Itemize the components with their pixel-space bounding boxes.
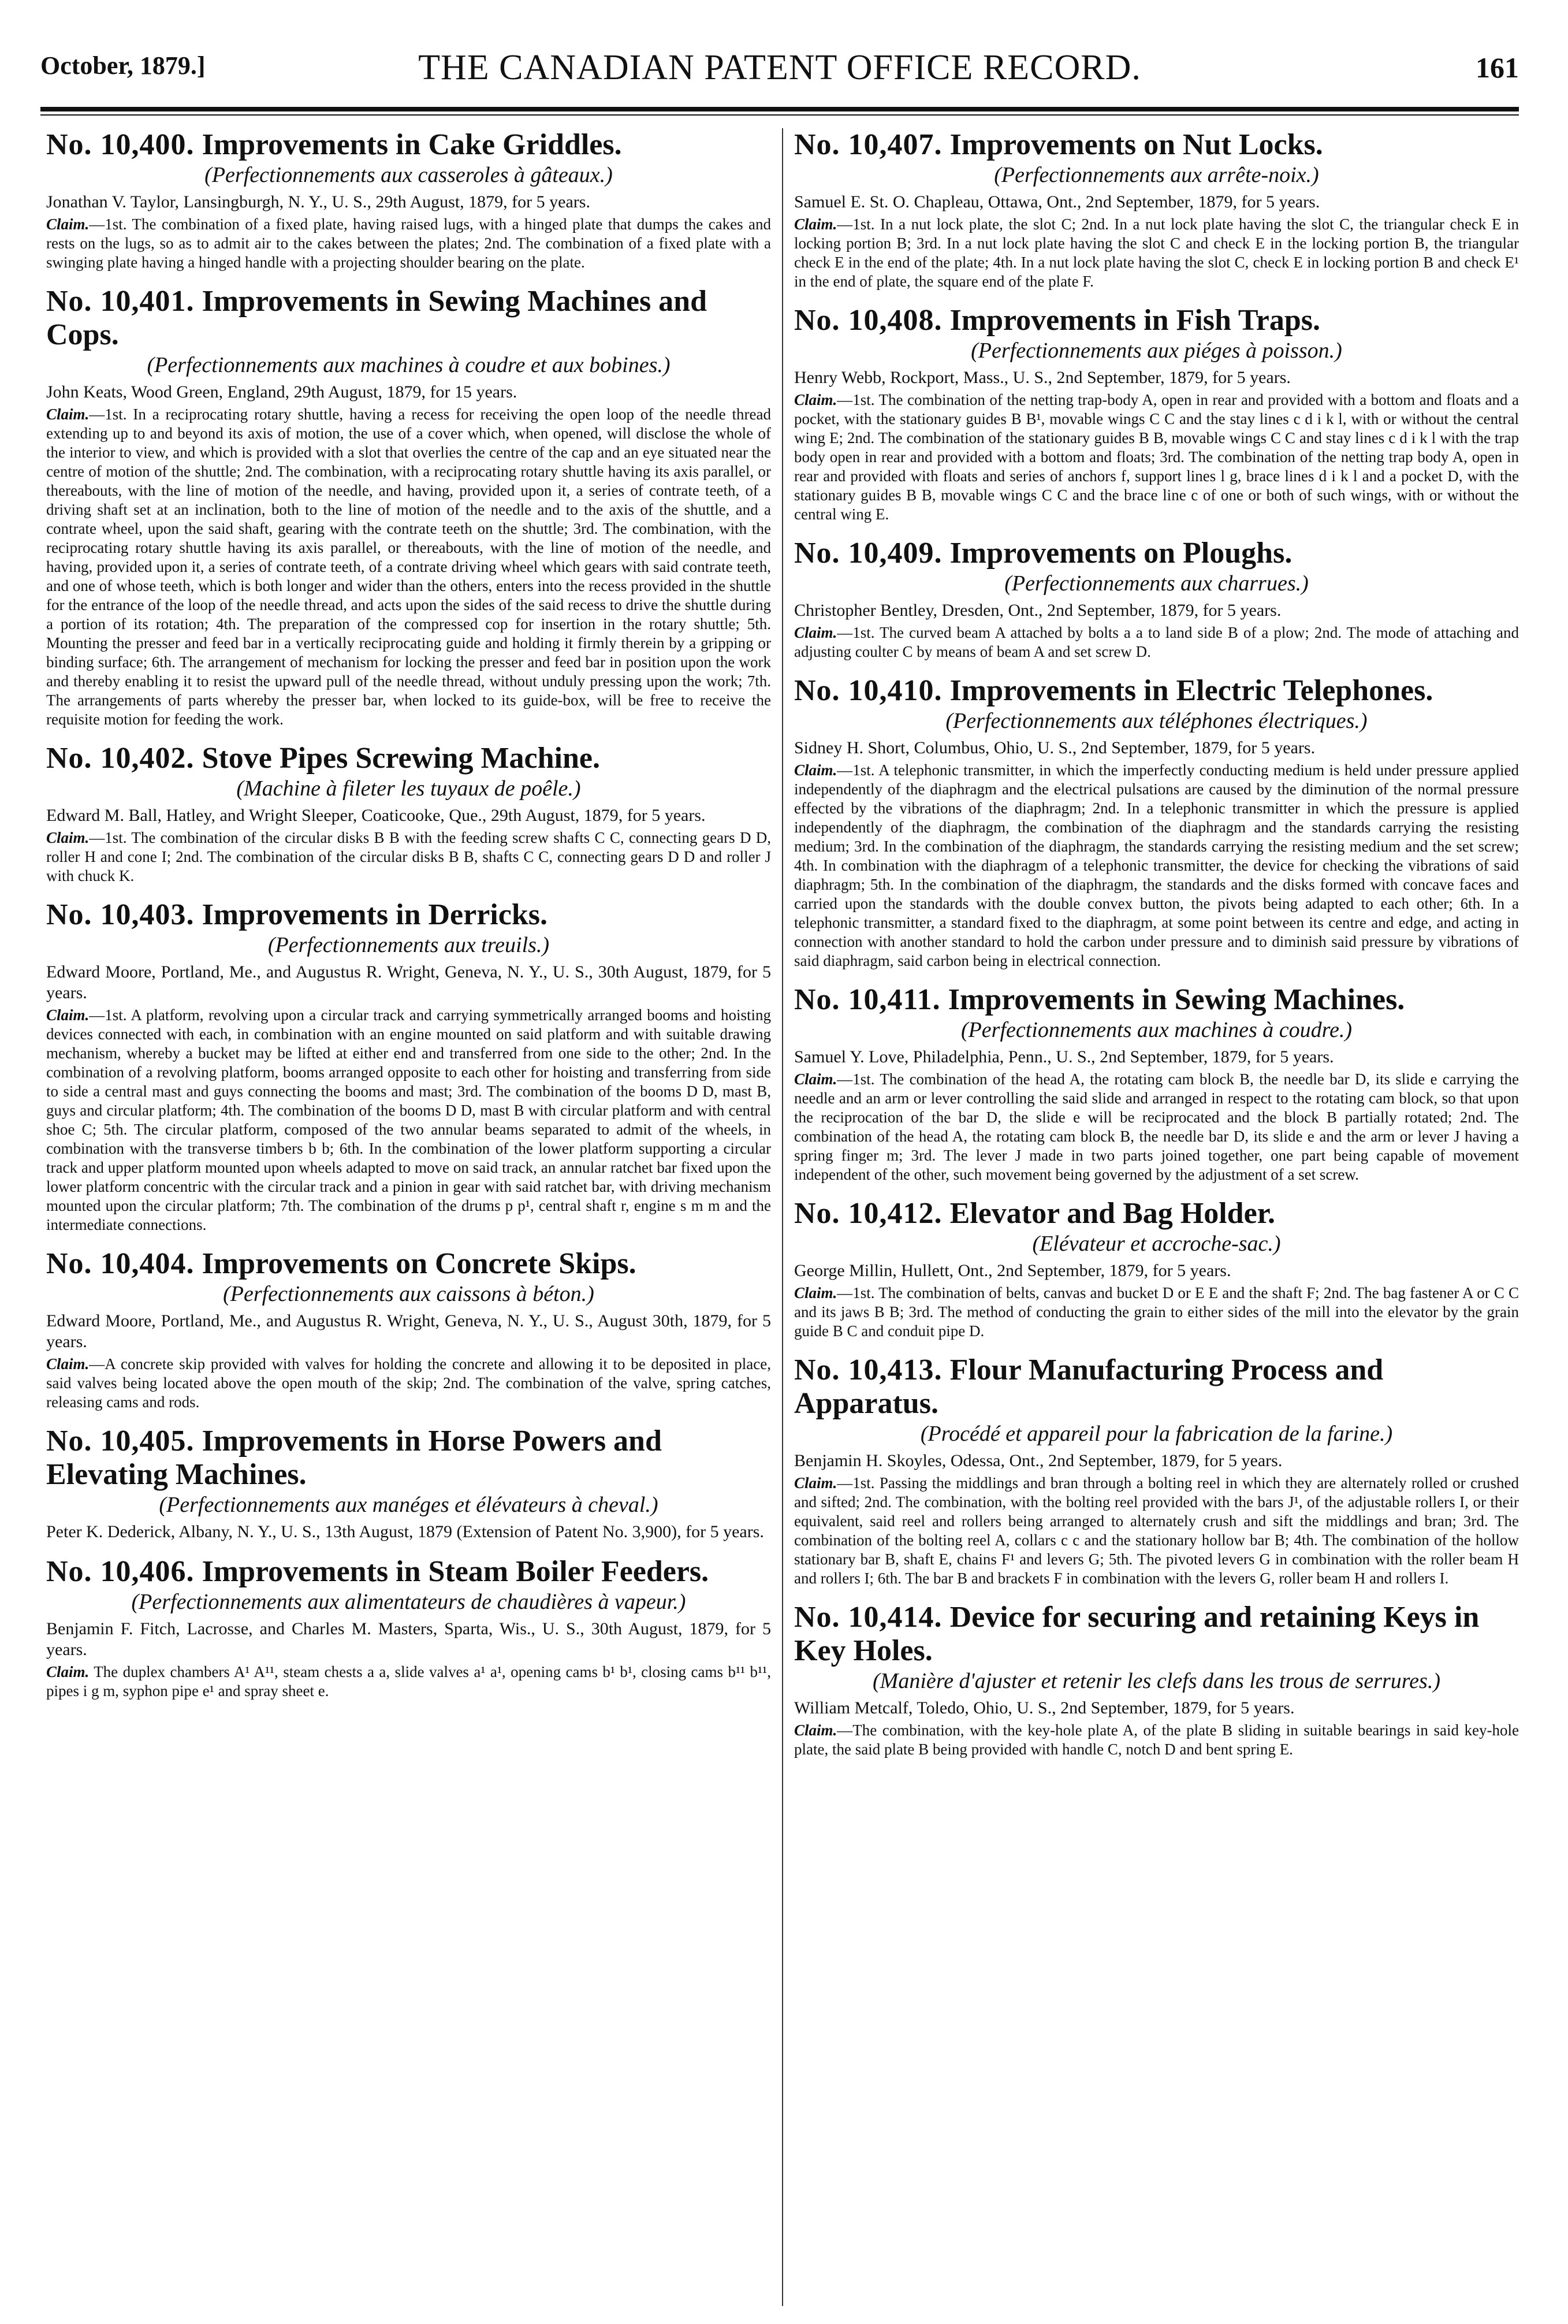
patent-title: Improvements in Electric Telephones. xyxy=(949,674,1433,707)
patent-heading xyxy=(794,304,1519,337)
claim-label: Claim. xyxy=(794,761,837,779)
claim-label: Claim. xyxy=(46,215,90,233)
patent-grantee: John Keats, Wood Green, England, 29th August, 1879, for 15 years. xyxy=(46,382,517,401)
column-divider xyxy=(782,128,783,2306)
patent-grantee: Henry Webb, Rockport, Mass., U. S., 2nd September, 1879, for 5 years. xyxy=(794,368,1291,387)
claim-label: Claim. xyxy=(794,215,837,233)
page-number: 161 xyxy=(1476,51,1519,84)
claim-label: Claim. xyxy=(794,391,837,408)
patent-grantee: Jonathan V. Taylor, Lansingburgh, N. Y., U. S., 29th August, 1879, for 5 years. xyxy=(46,192,590,211)
patent-grantee: Edward Moore, Portland, Me., and Augustus R. Wright, Geneva, N. Y., U. S., 30th August, 1879, for 5 years. xyxy=(46,962,771,1002)
patent-number: No. 10,404. xyxy=(46,1247,195,1280)
claim-text: —The combination, with the key-hole plate A, of the plate B sliding in suitable bearings in said key-hole plate, the said plate B being provided with handle C, notch D and bent spring E. xyxy=(794,1721,1519,1758)
patent-claim xyxy=(46,1006,771,1234)
patent-number: No. 10,407. xyxy=(794,128,943,161)
patent-heading xyxy=(46,1425,771,1492)
patent-title: Improvements in Steam Boiler Feeders. xyxy=(202,1555,709,1588)
french-title: (Perfectionnements aux casseroles à gâteaux.) xyxy=(204,163,613,187)
claim-label: Claim. xyxy=(46,406,90,423)
french-title: (Perfectionnements aux manéges et élévateurs à cheval.) xyxy=(159,1493,658,1517)
claim-label: Claim. xyxy=(794,624,837,641)
patent-number: No. 10,406. xyxy=(46,1555,195,1588)
patent-number: No. 10,409. xyxy=(794,537,943,570)
patent-heading xyxy=(794,1601,1519,1668)
claim-text: The duplex chambers A¹ A¹¹, steam chests a a, slide valves a¹ a¹, opening cams b¹ b¹, closing cams b¹¹ b¹¹, pipes i g m, syphon pipe e¹ and spray sheet e. xyxy=(46,1663,771,1700)
claim-text: —1st. The combination of the head A, the rotating cam block B, the needle bar D, its slide e carrying the needle and an arm or lever controlling the said slide and arranged in respect to the rotating cam block, so that upon the reciprocation of the bar D, the slide e will be reciprocated and the block B partially rotated; 2nd. The combination of the head A, the rotating cam block B, the needle bar D, its slide e and the arm or lever J having a spring finger m; 3rd. The lever J made in two parts joined together, one part being capable of movement independent of the other, such movement being governed by the adjustment of a set screw. xyxy=(794,1070,1519,1183)
patent-number: No. 10,412. xyxy=(794,1197,943,1230)
patent-number: No. 10,411. xyxy=(794,983,941,1016)
patent-grantee: Peter K. Dederick, Albany, N. Y., U. S., 13th August, 1879 (Extension of Patent No. 3,900), for 5 years. xyxy=(46,1522,764,1541)
french-title: (Manière d'ajuster et retenir les clefs dans les trous de serrures.) xyxy=(873,1669,1440,1693)
patent-claim xyxy=(46,215,771,272)
patent-heading xyxy=(46,742,771,775)
patent-heading xyxy=(46,285,771,352)
patent-claim xyxy=(794,1721,1519,1759)
patent-entry xyxy=(794,1197,1519,1341)
french-title: (Perfectionnements aux arrête-noix.) xyxy=(994,163,1319,187)
claim-label: Claim. xyxy=(46,1663,90,1680)
patent-number: No. 10,414. xyxy=(794,1601,943,1634)
patent-heading xyxy=(46,1247,771,1281)
claim-text: —1st. A telephonic transmitter, in which the imperfectly conducting medium is held under pressure applied independently of the diaphragm and the electrical pulsations are caused by the diminution of the normal pressure effected by the vibrations of the diaphragm; 2nd. In a telephonic transmitter in which the pressure is applied independently of the diaphragm, the combination of the diaphragm and the standards carrying the resisting medium; 3rd. In the combination of the diaphragm, the standards carrying the resisting medium and the set screw; 4th. In combination with the diaphragm of a telephonic transmitter, the device for checking the vibrations of said diaphragm; 5th. In the combination of the diaphragm, the standards and the disks formed with concave faces and carried upon the standards with the double convex button, the pivots being adapted to each other; 6th. In a telephonic transmitter, a standard fixed to the diaphragm, at some point between its centre and edge, and acting in connection with another standard to hold the carbon under pressure and to diminish said pressure by vibrations of said diaphragm, said carbon being in electrical connection. xyxy=(794,761,1519,969)
patent-entry xyxy=(46,128,771,272)
french-title: (Perfectionnements aux machines à coudre.) xyxy=(960,1018,1353,1042)
claim-label: Claim. xyxy=(794,1284,837,1302)
claim-label: Claim. xyxy=(794,1474,837,1492)
patent-grantee: George Millin, Hullett, Ont., 2nd September, 1879, for 5 years. xyxy=(794,1261,1231,1280)
page-header xyxy=(40,35,1519,104)
patent-grantee: Samuel Y. Love, Philadelphia, Penn., U. S., 2nd September, 1879, for 5 years. xyxy=(794,1047,1334,1066)
french-title: (Perfectionnements aux piéges à poisson.) xyxy=(971,339,1342,363)
patent-heading xyxy=(46,128,771,162)
header-rule-thin xyxy=(40,114,1519,116)
patent-claim xyxy=(794,761,1519,970)
french-title: (Perfectionnements aux treuils.) xyxy=(267,933,550,957)
patent-grantee: Edward Moore, Portland, Me., and Augustus R. Wright, Geneva, N. Y., U. S., August 30th, 1879, for 5 years. xyxy=(46,1311,771,1351)
claim-text: —1st. The combination of the netting trap-body A, open in rear and provided with a bottom and floats and a pocket, with the stationary guides B B¹, movable wings C C and the stay lines c d i k l, with or without the central wing E; 2nd. The combination of the stationary guides B B, movable wings C C and stay lines c d i k l with the trap body open in rear and provided with a bottom and floats; 3rd. The combination of the netting trap body A, open in rear and provided with floats and series of anchors f, support lines l g, brace lines d i k l and a pocket D, with the stationary guides B B, movable wings C C and the brace line c of one or both of such wings, with or without the central wing E. xyxy=(794,391,1519,523)
claim-label: Claim. xyxy=(794,1070,837,1088)
patent-entry xyxy=(46,742,771,886)
patent-title: Improvements on Concrete Skips. xyxy=(202,1247,636,1280)
patent-entry xyxy=(794,537,1519,661)
header-date: October, 1879.] xyxy=(40,51,206,80)
patent-title: Improvements in Horse Powers and Elevating Machines. xyxy=(46,1425,662,1491)
claim-text: —1st. In a reciprocating rotary shuttle, having a recess for receiving the open loop of the needle thread extending up to and beyond its axis of motion, the use of a cover which, when opened, will disclose the whole of the interior to view, and which is provided with a slot that overlies the centre of the cap and an eye situated near the centre of motion of the shuttle; 2nd. The combination, with a reciprocating rotary shuttle having its axis parallel, or thereabouts, with the line of motion of the needle, and having, provided upon it, a series of contrate teeth, of a driving shaft set at an inclination, both to the line of motion of the needle and to the axis of the shuttle, and a contrate wheel, upon the said shaft, gearing with the contrate teeth on the shuttle; 3rd. The combination, with the reciprocating rotary shuttle having its axis parallel, or thereabouts, with the line of motion of the needle, and having, provided upon it, a series of contrate teeth, of a contrate driving wheel which gears with said contrate teeth, and one of whose teeth, which is both longer and wider than the others, enters into the recess provided in the shuttle for the entrance of the loop of the needle thread, and acts upon the sides of the said recess to drive the shuttle during a portion of its rotation; 4th. The preparation of the compressed cop for insertion in the rotary shuttle; 5th. Mounting the presser and feed bar in a vertically reciprocating guide and holding it firmly therein by a gripping or binding surface; 6th. The arrangement of mechanism for locking the presser and feed bar in position upon the work and thereby enabling it to resist the upward pull of the needle thread, without unduly pressing upon the work; 7th. The arrangements of parts whereby the presser bar, when locked to its guide-box, will be free to receive the requisite motion for feeding the work. xyxy=(46,406,771,728)
patent-entry xyxy=(46,1247,771,1412)
patent-title: Improvements in Sewing Machines and Cops. xyxy=(46,285,707,351)
patent-grantee: Christopher Bentley, Dresden, Ont., 2nd September, 1879, for 5 years. xyxy=(794,601,1282,620)
patent-title: Stove Pipes Screwing Machine. xyxy=(202,742,600,775)
patent-number: No. 10,402. xyxy=(46,742,195,775)
patent-grantee: William Metcalf, Toledo, Ohio, U. S., 2nd September, 1879, for 5 years. xyxy=(794,1698,1295,1717)
patent-title: Improvements in Cake Griddles. xyxy=(202,128,622,161)
claim-text: —1st. The combination of the circular disks B B with the feeding screw shafts C C, connecting gears D D, roller H and cone I; 2nd. The combination of the circular disks B B, shafts C C, connecting gears D D and roller J with chuck K. xyxy=(46,829,771,884)
patent-claim xyxy=(794,391,1519,524)
patent-heading xyxy=(794,674,1519,708)
claim-label: Claim. xyxy=(46,1006,90,1024)
claim-text: —1st. The combination of a fixed plate, having raised lugs, with a hinged plate that dumps the cakes and rests on the lugs, so as to admit air to the cakes between the plates; 2nd. The combination of a fixed plate with a swinging plate having a hinged handle with a projecting shoulder bearing on the plate. xyxy=(46,215,771,271)
patent-title: Improvements in Fish Traps. xyxy=(949,304,1320,337)
patent-entry xyxy=(794,1601,1519,1759)
patent-number: No. 10,403. xyxy=(46,898,195,931)
french-title: (Perfectionnements aux alimentateurs de chaudières à vapeur.) xyxy=(131,1590,686,1614)
patent-entry xyxy=(46,1555,771,1701)
claim-label: Claim. xyxy=(794,1721,837,1739)
french-title: (Elévateur et accroche-sac.) xyxy=(1032,1232,1281,1256)
patent-number: No. 10,408. xyxy=(794,304,943,337)
patent-number: No. 10,413. xyxy=(794,1354,943,1386)
patent-entry xyxy=(794,674,1519,970)
patent-title: Flour Manufacturing Process and Apparatus. xyxy=(794,1354,1384,1420)
patent-entry xyxy=(794,1354,1519,1588)
patent-grantee: Benjamin H. Skoyles, Odessa, Ont., 2nd September, 1879, for 5 years. xyxy=(794,1451,1283,1470)
patent-claim xyxy=(46,1355,771,1412)
patent-entry xyxy=(46,898,771,1234)
patent-claim xyxy=(794,215,1519,291)
patent-claim xyxy=(46,405,771,729)
patent-claim xyxy=(794,1070,1519,1184)
french-title: (Perfectionnements aux machines à coudre et aux bobines.) xyxy=(147,353,671,377)
claim-text: —1st. The curved beam A attached by bolts a a to land side B of a plow; 2nd. The mode of attaching and adjusting coulter C by means of beam A and set screw D. xyxy=(794,624,1519,660)
patent-heading xyxy=(46,1555,771,1589)
patent-entry xyxy=(794,983,1519,1184)
patent-title: Improvements in Sewing Machines. xyxy=(948,983,1405,1016)
patent-entry xyxy=(794,304,1519,524)
claim-text: —A concrete skip provided with valves for holding the concrete and allowing it to be deposited in place, said valves being located above the open mouth of the skip; 2nd. The combination of the valve, spring catches, releasing cams and rods. xyxy=(46,1355,771,1411)
french-title: (Perfectionnements aux caissons à béton.) xyxy=(223,1282,594,1306)
claim-text: —1st. In a nut lock plate, the slot C; 2nd. In a nut lock plate having the slot C, the triangular check E in locking portion B; 3rd. In a nut lock plate having the slot C and check E in the locking portion B, the triangular check E in the end of the plate; 4th. In a nut lock plate having the slot C, check E in locking portion B and check E¹ in the end of plate, the square end of the plate F. xyxy=(794,215,1519,290)
left-column xyxy=(46,128,771,2306)
patent-grantee: Samuel E. St. O. Chapleau, Ottawa, Ont., 2nd September, 1879, for 5 years. xyxy=(794,192,1320,211)
french-title: (Machine à fileter les tuyaux de poêle.) xyxy=(236,776,581,801)
claim-text: —1st. A platform, revolving upon a circular track and carrying symmetrically arranged booms and hoisting devices connected with each, in combination with an engine mounted on said platform and with suitable drawing mechanism, whereby a bucket may be lifted at either end and transferred from one side to the other; 2nd. In the combination of a revolving platform, booms arranged opposite to each other for hoisting and transferring from side to side a central mast and guys connecting the booms and mast; 3rd. The combination of the booms D D, mast B, guys and circular platform; 4th. The combination of the booms D D, mast B with circular platform and with central shoe C; 5th. The circular platform, composed of the two annular beams separated to admit of the wheels, in combination with the transverse timbers b b; 6th. In the combination of the lower platform supporting a circular track and upper platform mounted upon wheels adapted to move on said track, an annular ratchet bar fixed upon the lower platform concentric with the circular track and a pinion in gear with said ratchet bar, with driving mechanism mounted upon the circular platform; 7th. The combination of the drums p p¹, central shaft r, engine s m m and the intermediate connections. xyxy=(46,1006,771,1233)
patent-number: No. 10,401. xyxy=(46,285,195,318)
patent-claim xyxy=(794,1474,1519,1588)
patent-heading xyxy=(794,537,1519,570)
patent-entry xyxy=(46,1425,771,1542)
patent-title: Improvements on Ploughs. xyxy=(949,537,1293,570)
patent-entry xyxy=(794,128,1519,291)
claim-text: —1st. Passing the middlings and bran through a bolting reel in which they are alternately rolled or crushed and sifted; 2nd. The combination, with the bolting reel provided with the bars J¹, of the adjustable rollers I, or their equivalent, said reel and rollers being arranged to alternately crush and sift the middlings and bran; 3rd. The combination of the bolting reel A, collars c c and the stationary hollow bar B; 4th. The combination of the hollow stationary bar B, shaft E, chains F¹ and levers G; 5th. The pivoted levers G in combination with the roller beam H and rollers I; 6th. The bar B and brackets F in combination with the levers G, roller beam H and rollers I. xyxy=(794,1474,1519,1587)
header-title: THE CANADIAN PATENT OFFICE RECORD. xyxy=(418,48,1141,87)
patent-heading xyxy=(794,983,1519,1017)
patent-heading xyxy=(794,1354,1519,1421)
patent-claim xyxy=(794,1284,1519,1341)
patent-claim xyxy=(46,828,771,886)
claim-label: Claim. xyxy=(46,1355,90,1373)
patent-title: Improvements in Derricks. xyxy=(202,898,548,931)
patent-number: No. 10,405. xyxy=(46,1425,195,1457)
patent-entry xyxy=(46,285,771,729)
patent-claim xyxy=(794,623,1519,661)
patent-claim xyxy=(46,1663,771,1701)
claim-text: —1st. The combination of belts, canvas and bucket D or E E and the shaft F; 2nd. The bag fastener A or C C and its jaws B B; 3rd. The method of conducting the grain to either sides of the mill into the elevator by the grain guide B C and conduit pipe D. xyxy=(794,1284,1519,1340)
patent-heading xyxy=(794,1197,1519,1230)
patent-title: Elevator and Bag Holder. xyxy=(949,1197,1275,1230)
patent-number: No. 10,400. xyxy=(46,128,195,161)
french-title: (Perfectionnements aux charrues.) xyxy=(1004,571,1309,596)
header-rule xyxy=(40,107,1519,111)
patent-title: Improvements on Nut Locks. xyxy=(949,128,1323,161)
patent-title: Device for securing and retaining Keys in Key Holes. xyxy=(794,1601,1480,1667)
claim-label: Claim. xyxy=(46,829,90,846)
patent-heading xyxy=(794,128,1519,162)
patent-grantee: Benjamin F. Fitch, Lacrosse, and Charles M. Masters, Sparta, Wis., U. S., 30th August, 1879, for 5 years. xyxy=(46,1619,771,1659)
french-title: (Perfectionnements aux téléphones électriques.) xyxy=(945,709,1368,733)
french-title: (Procédé et appareil pour la fabrication de la farine.) xyxy=(920,1422,1393,1446)
right-column xyxy=(794,128,1519,2306)
patent-grantee: Edward M. Ball, Hatley, and Wright Sleeper, Coaticooke, Que., 29th August, 1879, for 5 years. xyxy=(46,806,706,825)
patent-number: No. 10,410. xyxy=(794,674,943,707)
patent-grantee: Sidney H. Short, Columbus, Ohio, U. S., 2nd September, 1879, for 5 years. xyxy=(794,738,1316,757)
patent-heading xyxy=(46,898,771,932)
